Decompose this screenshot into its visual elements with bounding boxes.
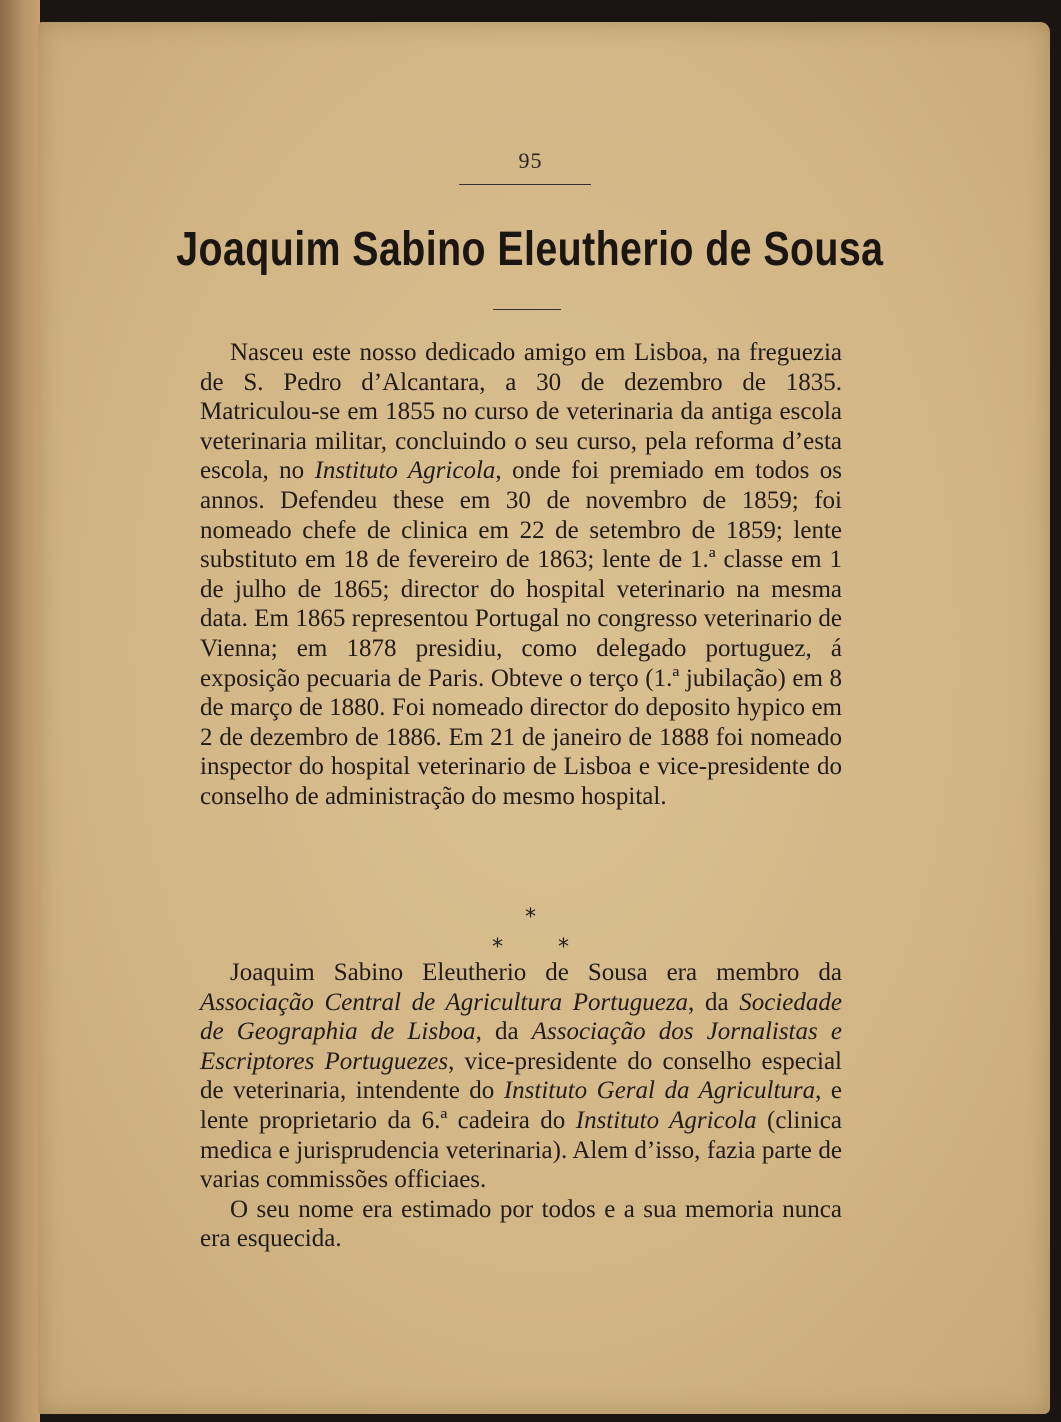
biography-paragraph-1: Nasceu este nosso dedicado amigo em Lisboa, na freguezia de S. Pedro d’Alcantara, a 30 de dezembro de 1835. Matriculou-se em 1855 no curso de veterinaria da antiga escola veterinaria militar, concluindo o seu curso, pela reforma d’esta escola, no Instituto Agricola, onde foi premiado em todos os annos. Defendeu these em 30 de novembro de 1859; foi nomeado chefe de clinica em 22 de setembro de 1859; lente substituto em 18 de fevereiro de 1863; lente de 1.ª classe em 1 de julho de 1865; director do hospital veterinario na mesma data. Em 1865 representou Portugal no congresso veterinario de Vienna; em 1878 presidiu, como delegado portuguez, á exposição pecuaria de Paris. Obteve o terço (1.ª jubilação) em 8 de março de 1880. Foi nomeado director do deposito hypico em 2 de dezembro de 1886. Em 21 de janeiro de 1888 foi nomeado inspector do hospital veterinario de Lisboa e vice-presidente do conselho de administração do mesmo hospital. xyxy=(200,339,842,810)
biography-paragraph-2: Joaquim Sabino Eleutherio de Sousa era membro da Associação Central de Agricultura Portugueza, da Sociedade de Geographia de Lisboa, da Associação dos Jornalistas e Escriptores Portuguezes, vice-presidente do conselho especial de veterinaria, intendente do Instituto Geral da Agricultura, e lente proprietario da 6.ª cadeira do Instituto Agricola (clinica medica e jurisprudencia veterinaria). Alem d’isso, fazia parte de varias commissões officiaes. O seu nome era estimado por todos e a sua memoria nunca era esquecida. xyxy=(200,959,843,1253)
biography-paragraph-3: O seu nome era estimado por todos e a sua memoria nunca era esquecida. xyxy=(200,1195,842,1253)
book-spine-shadow xyxy=(0,0,40,1422)
page-title: Joaquim Sabino Eleutherio de Sousa xyxy=(176,223,884,276)
header-rule xyxy=(459,184,591,185)
page-number: 95 xyxy=(518,148,543,173)
section-separator-bottom: * * xyxy=(492,935,593,960)
section-separator-top: * xyxy=(525,905,536,930)
title-rule xyxy=(493,309,561,310)
